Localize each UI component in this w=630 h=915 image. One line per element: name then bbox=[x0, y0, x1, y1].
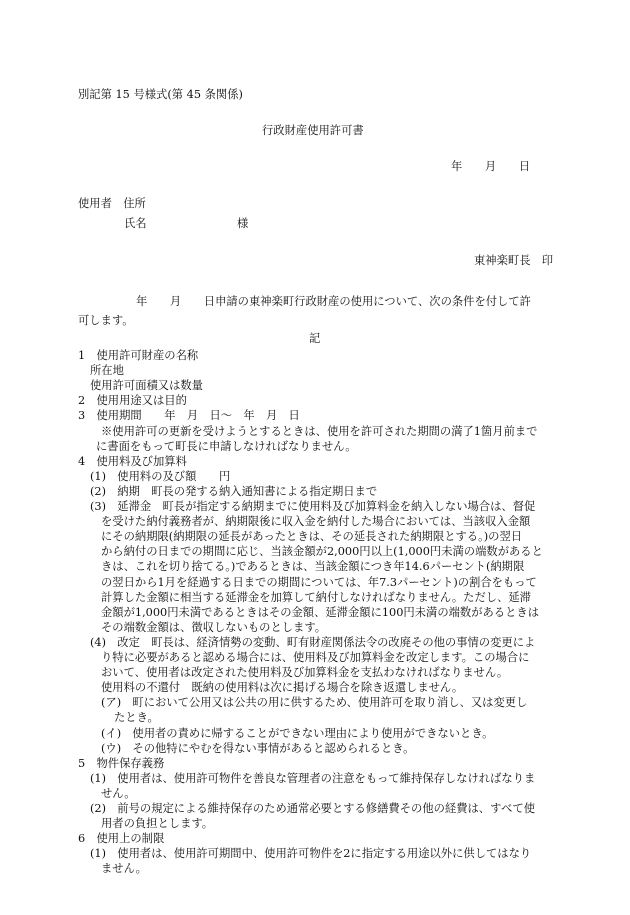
condition-line: (1) 使用者は、使用許可期間中、使用許可物件を2に指定する用途以外に供してはなり bbox=[90, 847, 532, 861]
condition-line: 用者の負担とします。 bbox=[101, 817, 214, 831]
condition-line: から納付の日までの期間に応じ、当該金額が2,000円以上(1,000円未満の端数があると bbox=[101, 545, 543, 559]
condition-line: (ウ) その他特にやむを得ない事情があると認められるとき。 bbox=[101, 741, 415, 755]
ki-heading: 記 bbox=[309, 332, 321, 345]
condition-line: 6 使用上の制限 bbox=[78, 832, 165, 846]
condition-line: 4 使用料及び加算料 bbox=[78, 454, 187, 468]
condition-line: (1) 使用料の及び額 円 bbox=[90, 469, 231, 483]
condition-line: に書面をもって町長に申請しなければなりません。 bbox=[96, 439, 357, 453]
condition-line: ません。 bbox=[101, 862, 147, 876]
condition-line: (イ) 使用者の責めに帰することができない理由により使用ができないとき。 bbox=[101, 726, 494, 740]
condition-line: り特に必要があると認める場合には、使用料及び加算料金を改定します。この場合に bbox=[101, 651, 530, 664]
issue-date-line: 年 月 日 bbox=[451, 160, 531, 173]
condition-line: 使用許可面積又は数量 bbox=[90, 379, 203, 393]
form-number: 別記第 15 号様式(第 45 条関係) bbox=[78, 88, 243, 101]
condition-line: その端数金額は、徴収しないものとします。 bbox=[101, 620, 327, 634]
condition-line: 2 使用用途又は目的 bbox=[78, 394, 187, 408]
user-name-line: 氏名 様 bbox=[124, 217, 249, 230]
user-address-label: 使用者 住所 bbox=[78, 197, 146, 210]
condition-line: (2) 前号の規定による維持保存のため通常必要とする修繕費その他の経費は、すべて使 bbox=[90, 802, 536, 815]
condition-line: せん。 bbox=[101, 786, 136, 800]
condition-line: 使用料の不還付 既納の使用料は次に掲げる場合を除き返還しません。 bbox=[101, 681, 464, 695]
condition-line: 5 物件保存義務 bbox=[78, 756, 165, 770]
condition-line: (1) 使用者は、使用許可物件を善良な管理者の注意をもって維持保存しなければなりま bbox=[90, 771, 536, 785]
condition-line: たとき。 bbox=[114, 711, 159, 725]
intro-line-2: 可します。 bbox=[78, 314, 134, 327]
condition-line: (ア) 町において公用又は公共の用に供するため、使用許可を取り消し、又は変更し bbox=[101, 696, 528, 710]
intro-line-1: 年 月 日申請の東神楽町行政財産の使用について、次の条件を付して許 bbox=[136, 295, 531, 308]
condition-line: ※使用許可の更新を受けようとするときは、使用を許可された期間の満了1箇月前まで bbox=[101, 424, 538, 438]
condition-line: 計算した金額に相当する延滞金を加算して納付しなければなりません。ただし、延滞 bbox=[101, 590, 531, 604]
condition-line: (4) 改定 町長は、経済情勢の変動、町有財産関係法令の改廃その他の事情の変更によ bbox=[90, 635, 536, 649]
condition-line: (2) 納期 町長の発する納入通知書による指定期日まで bbox=[90, 484, 378, 498]
condition-line: (3) 延滞金 町長が指定する納期までに使用料及び加算料金を納入しない場合は、督促 bbox=[90, 500, 536, 513]
condition-line: にその納期限(納期限の延長があったときは、その延長された納期限とする。)の翌日 bbox=[101, 530, 523, 544]
document-title: 行政財産使用許可書 bbox=[262, 124, 364, 137]
condition-line: の翌日から1月を経過する日までの期間については、年7.3パーセント)の割合をもって bbox=[101, 575, 537, 589]
condition-line: 金額が1,000円未満であるときはその金額、延滞金額に100円未満の端数があるときは bbox=[101, 605, 540, 619]
condition-line: きは、これを切り捨てる。)であるときは、当該金額につき年14.6パーセント(納期限 bbox=[101, 560, 525, 574]
condition-line: 1 使用許可財産の名称 bbox=[78, 349, 199, 362]
condition-line: おいて、使用者は改定された使用料及び加算料金を支払わなければなりません。 bbox=[101, 666, 509, 680]
condition-line: を受けた納付義務者が、納期限後に収入金を納付した場合においては、当該収入金額 bbox=[101, 515, 531, 529]
condition-line: 3 使用期間 年 月 日〜 年 月 日 bbox=[78, 409, 300, 423]
issuer-signature: 東神楽町長 印 bbox=[474, 254, 554, 267]
condition-line: 所在地 bbox=[90, 364, 124, 378]
